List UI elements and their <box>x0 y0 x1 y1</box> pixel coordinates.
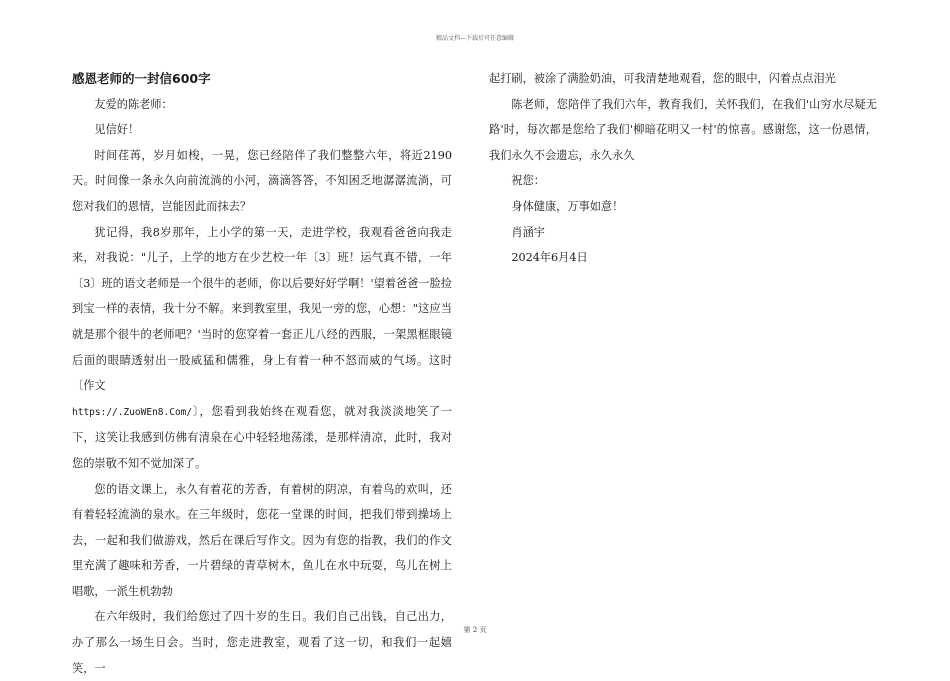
page-header: 精品文档---下载后可任意编辑 <box>435 35 515 42</box>
salutation: 友爱的陈老师： <box>94 97 173 111</box>
paragraph-2 <box>72 220 452 477</box>
letter-date: 2024年6月4日 <box>511 251 588 265</box>
right-column <box>489 66 877 271</box>
letter-title: 感恩老师的一封信600字 <box>72 71 211 86</box>
paragraph-1: 时间荏苒，岁月如梭，一晃，您已经陪伴了我们整整六年，将近2190天。时间像一条永久向前流淌的小河，滴滴答答，不知困乏地潺潺流淌，可您对我们的恩情，岂能因此而抹去？ <box>72 148 452 213</box>
paragraph-4-continued: 起打刷，被涂了满脸奶油，可我清楚地观看，您的眼中，闪着点点泪光 <box>489 72 836 85</box>
greeting: 见信好！ <box>94 123 140 137</box>
signature: 肖涵宇 <box>511 225 545 239</box>
wish-line: 祝您： <box>511 174 545 188</box>
paragraph-4: 在六年级时，我们给您过了四十岁的生日。我们自己出钱，自己出力，办了那么一场生日会。当时，您走进教室，观看了这一切，和我们一起嬉笑，一 <box>72 610 452 675</box>
paragraph-3: 您的语文课上，永久有着花的芳香，有着树的阴凉，有着鸟的欢叫，还有着轻轻流淌的泉水。在三年级时，您花一堂课的时间，把我们带到操场上去，一起和我们做游戏，然后在课后写作文。因为有您的指教，我们的作文里充满了趣味和芳香，一片碧绿的青草树木，鱼儿在水中玩耍，鸟儿在树上唱歌，一派生机勃勃 <box>72 482 452 598</box>
left-column <box>72 66 452 681</box>
wish-content: 身体健康，万事如意！ <box>511 199 624 213</box>
paragraph-5: 陈老师，您陪伴了我们六年，教育我们，关怀我们，在我们'山穷水尽疑无路'时，每次都是您给了我们'柳暗花明又一村'的惊喜。感谢您，这一份恩情，我们永久不会遗忘，永久永久 <box>489 97 877 162</box>
paragraph-2-text-cont: 〕，您看到我始终在观看您，就对我淡淡地笑了一下，这笑让我感到仿佛有清泉在心中轻轻地荡漾，是那样清凉，此时，我对您的崇敬不知不觉加深了。 <box>72 404 452 470</box>
source-url: https://.ZuoWEn8.Com/ <box>72 406 193 418</box>
page-number: 第 2 页 <box>463 626 487 634</box>
paragraph-2-text: 犹记得，我8岁那年，上小学的第一天，走进学校，我观看爸爸向我走来，对我说："儿子，上学的地方在少艺校一年〔3〕班！运气真不错，一年〔3〕班的语文老师是一个很牛的老师，你以后要好好学啊！'望着爸爸一脸捡到宝一样的表情，我十分不解。来到教室里，我见一旁的您，心想："这应当就是那个很牛的老师吧？'当时的您穿着一套正儿八经的西服，一架黑框眼镜后面的眼睛透射出一股威猛和儒雅，身上有着一种不怒而威的气场。这时〔作文 <box>72 225 452 393</box>
